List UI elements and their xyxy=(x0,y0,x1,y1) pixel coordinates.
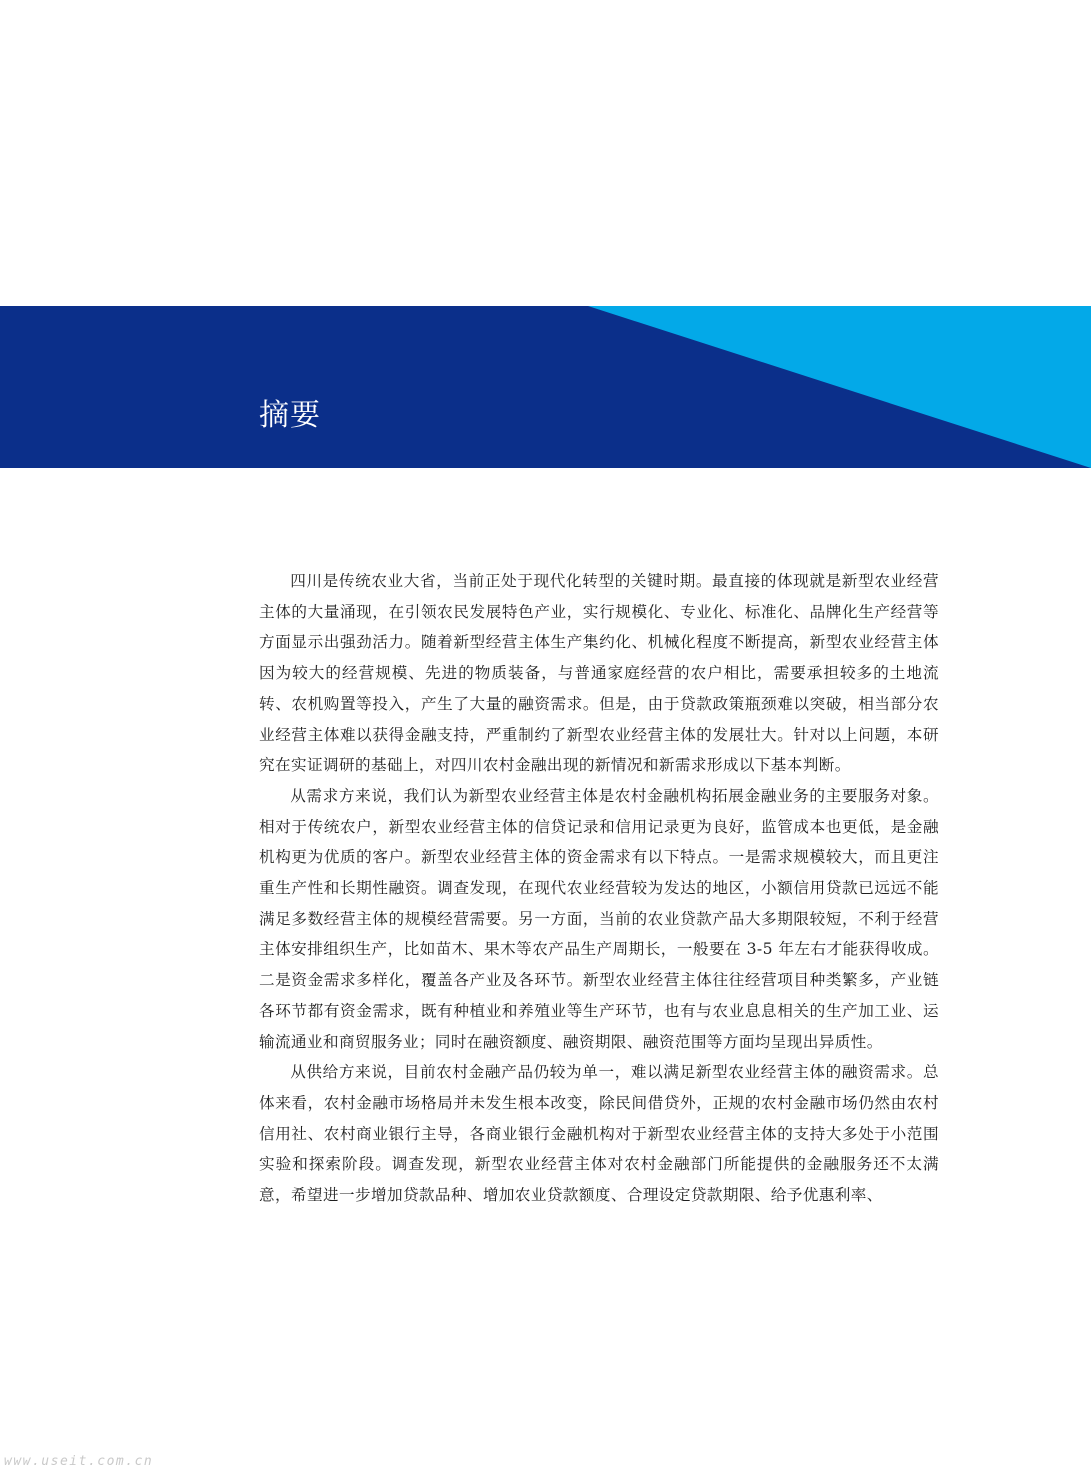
header-banner xyxy=(0,306,1091,468)
paragraph-2: 从需求方来说，我们认为新型农业经营主体是农村金融机构拓展金融业务的主要服务对象。相对于传统农户，新型农业经营主体的信贷记录和信用记录更为良好，监管成本也更低，是金融机构更为优质的客户。新型农业经营主体的资金需求有以下特点。一是需求规模较大，而且更注重生产性和长期性融资。调查发现，在现代农业经营较为发达的地区，小额信用贷款已远远不能满足多数经营主体的规模经营需要。另一方面，当前的农业贷款产品大多期限较短，不利于经营主体安排组织生产，比如苗木、果木等农产品生产周期长，一般要在 3-5 年左右才能获得收成。二是资金需求多样化，覆盖各产业及各环节。新型农业经营主体往往经营项目种类繁多，产业链各环节都有资金需求，既有种植业和养殖业等生产环节，也有与农业息息相关的生产加工业、运输流通业和商贸服务业；同时在融资额度、融资期限、融资范围等方面均呈现出异质性。 xyxy=(259,786,939,1051)
section-title: 摘要 xyxy=(259,398,321,433)
site-watermark: www.useit.com.cn xyxy=(4,1454,154,1469)
paragraph-3: 从供给方来说，目前农村金融产品仍较为单一，难以满足新型农业经营主体的融资需求。总体来看，农村金融市场格局并未发生根本改变，除民间借贷外，正规的农村金融市场仍然由农村信用社、农村商业银行主导，各商业银行金融机构对于新型农业经营主体的支持大多处于小范围实验和探索阶段。调查发现，新型农业经营主体对农村金融部门所能提供的金融服务还不太满意，希望进一步增加贷款品种、增加农业贷款额度、合理设定贷款期限、给予优惠利率、 xyxy=(259,1063,939,1205)
paragraph-1: 四川是传统农业大省，当前正处于现代化转型的关键时期。最直接的体现就是新型农业经营主体的大量涌现，在引领农民发展特色产业，实行规模化、专业化、标准化、品牌化生产经营等方面显示出强劲活力。随着新型经营主体生产集约化、机械化程度不断提高，新型农业经营主体因为较大的经营规模、先进的物质装备，与普通家庭经营的农户相比，需要承担较多的土地流转、农机购置等投入，产生了大量的融资需求。但是，由于贷款政策瓶颈难以突破，相当部分农业经营主体难以获得金融支持，严重制约了新型农业经营主体的发展壮大。针对以上问题，本研究在实证调研的基础上，对四川农村金融出现的新情况和新需求形成以下基本判断。 xyxy=(259,572,939,775)
banner-graphic xyxy=(0,306,1091,468)
abstract-body xyxy=(259,566,939,1211)
